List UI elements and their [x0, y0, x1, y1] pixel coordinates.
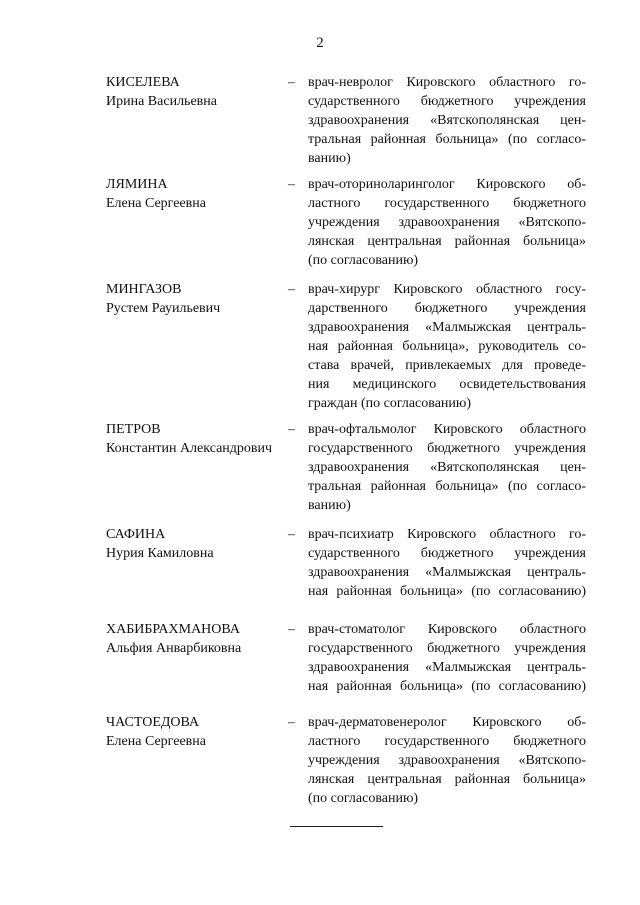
description-line: здравоохранения «Вятскополянская цен-	[308, 113, 586, 128]
description-line: ванию)	[308, 151, 351, 166]
entry-description	[308, 280, 586, 413]
entry-description	[308, 713, 586, 808]
entry-given-name: Елена Сергеевна	[106, 734, 206, 749]
description-line: ластного государственного бюджетного	[308, 196, 586, 211]
entry-dash: –	[288, 75, 295, 90]
description-line: (по согласованию)	[308, 253, 419, 268]
description-line: сударственного бюджетного учреждения	[308, 94, 586, 109]
entry-given-name: Константин Александрович	[106, 441, 273, 456]
description-line: врач-оториноларинголог Кировского об-	[308, 177, 586, 192]
entry-given-name: Нурия Камиловна	[106, 546, 214, 561]
description-line: здравоохранения «Малмыжская централь-	[308, 660, 586, 675]
entry-surname: ХАБИБРАХМАНОВА	[106, 622, 240, 637]
description-line: врач-офтальмолог Кировского областного	[308, 422, 586, 437]
entry-surname: ЧАСТОЕДОВА	[106, 715, 200, 730]
description-line: граждан (по согласованию)	[308, 396, 472, 411]
entry-dash: –	[288, 622, 295, 637]
description-line: здравоохранения «Малмыжская централь-	[308, 320, 586, 335]
entry-dash: –	[288, 527, 295, 542]
entry-description	[308, 73, 586, 168]
entry-description	[308, 525, 586, 601]
description-line: ванию)	[308, 498, 351, 513]
entry-surname: КИСЕЛЕВА	[106, 75, 180, 90]
entry-dash: –	[288, 715, 295, 730]
description-line: ная районная больница» (по согласованию)	[308, 584, 586, 599]
description-line: ния медицинского освидетельствования	[308, 377, 586, 392]
entry-description	[308, 175, 586, 270]
description-line: тральная районная больница» (по согласо-	[308, 479, 586, 494]
description-line: дарственного бюджетного учреждения	[308, 301, 586, 316]
description-line: учреждения здравоохранения «Вятскопо-	[308, 753, 586, 768]
page-number: 2	[316, 35, 324, 51]
description-line: лянская центральная районная больница»	[308, 772, 586, 787]
description-line: государственного бюджетного учреждения	[308, 641, 586, 656]
description-line: врач-дерматовенеролог Кировского об-	[308, 715, 586, 730]
entry-given-name: Елена Сергеевна	[106, 196, 206, 211]
description-line: лянская центральная районная больница»	[308, 234, 586, 249]
entry-given-name: Ирина Васильевна	[106, 94, 217, 109]
description-line: здравоохранения «Малмыжская централь-	[308, 565, 586, 580]
description-line: здравоохранения «Вятскополянская цен-	[308, 460, 586, 475]
description-line: (по согласованию)	[308, 791, 419, 806]
description-line: учреждения здравоохранения «Вятскопо-	[308, 215, 586, 230]
description-line: ластного государственного бюджетного	[308, 734, 586, 749]
entry-dash: –	[288, 177, 295, 192]
description-line: сударственного бюджетного учреждения	[308, 546, 586, 561]
description-line: государственного бюджетного учреждения	[308, 441, 586, 456]
description-line: ная районная больница», руководитель со-	[308, 339, 586, 354]
entry-description	[308, 620, 586, 696]
entry-dash: –	[288, 422, 295, 437]
description-line: става врачей, привлекаемых для проведе-	[308, 358, 586, 373]
entry-given-name: Рустем Рауильевич	[106, 301, 221, 316]
entry-surname: ПЕТРОВ	[106, 422, 161, 437]
entry-surname: ЛЯМИНА	[106, 177, 168, 192]
entry-description	[308, 420, 586, 515]
entry-dash: –	[288, 282, 295, 297]
description-line: врач-стоматолог Кировского областного	[308, 622, 586, 637]
entry-given-name: Альфия Анварбиковна	[106, 641, 242, 656]
description-line: ная районная больница» (по согласованию)	[308, 679, 586, 694]
description-line: врач-невролог Кировского областного го-	[308, 75, 586, 90]
description-line: тральная районная больница» (по согласо-	[308, 132, 586, 147]
description-line: врач-психиатр Кировского областного го-	[308, 527, 586, 542]
entry-surname: МИНГАЗОВ	[106, 282, 182, 297]
closing-rule	[290, 826, 383, 827]
description-line: врач-хирург Кировского областного госу-	[308, 282, 586, 297]
entry-surname: САФИНА	[106, 527, 166, 542]
